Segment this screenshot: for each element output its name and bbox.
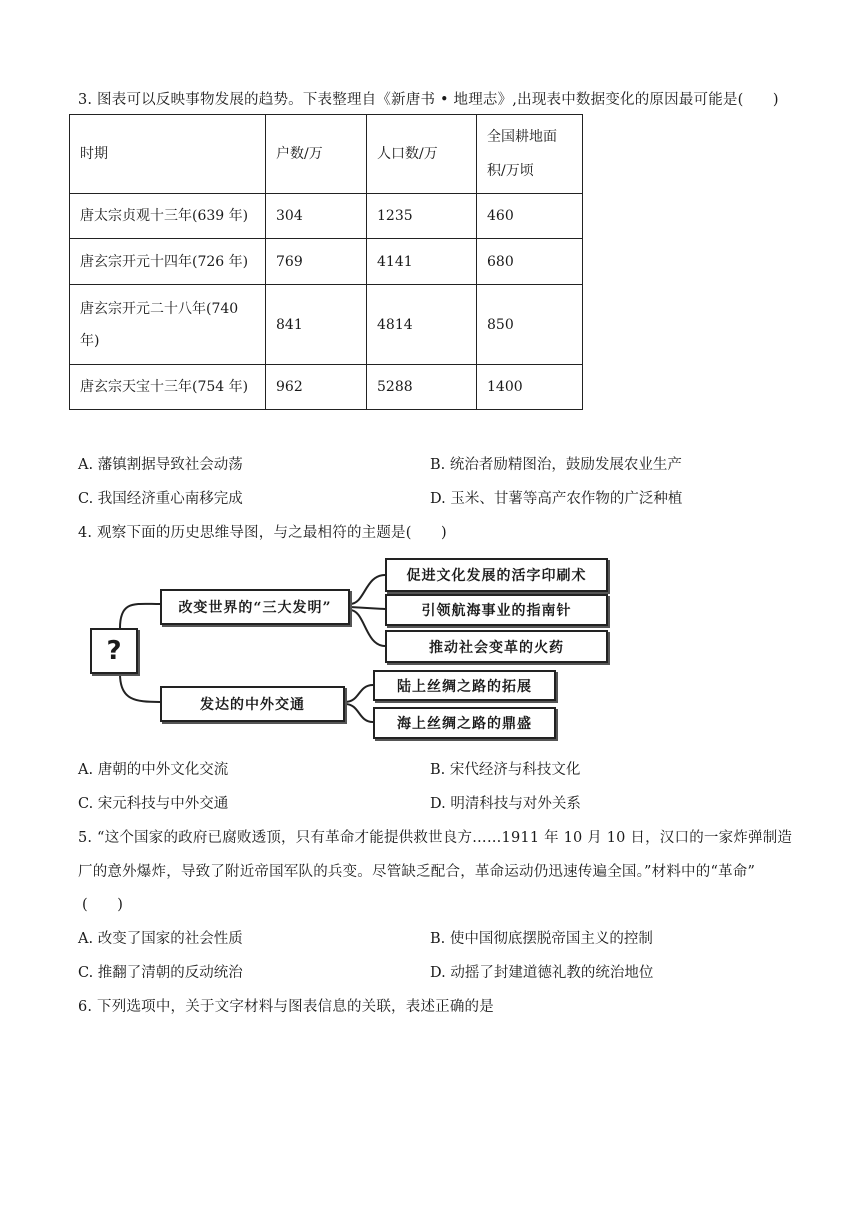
q5-option-d[interactable]: D. 动摇了封建道德礼教的统治地位	[430, 965, 654, 981]
table-cell: 4814	[367, 285, 477, 365]
table-cell-line: 年)	[80, 332, 100, 349]
table-cell: 769	[266, 239, 367, 285]
connector-line	[120, 674, 160, 702]
table-cell: 962	[266, 365, 367, 410]
table-cell: 1400	[477, 365, 583, 410]
table-cell: 460	[477, 194, 583, 239]
table-header-cell-line: 积/万顷	[487, 163, 534, 179]
connector-line	[120, 604, 160, 628]
q4-option-b[interactable]: B. 宋代经济与科技文化	[430, 762, 581, 778]
connector-line	[350, 607, 385, 609]
table-header-cell: 时期	[70, 115, 266, 194]
connector-line	[345, 704, 373, 722]
table-cell-line: 唐玄宗开元二十八年(740	[80, 300, 239, 317]
mindmap-leaf-land-silk-road: 陆上丝绸之路的拓展	[373, 670, 556, 701]
table-cell: 850	[477, 285, 583, 365]
q4-option-d[interactable]: D. 明清科技与对外关系	[430, 796, 581, 812]
connector-line	[350, 575, 385, 604]
connector-line	[350, 610, 385, 646]
table-cell: 4141	[367, 239, 477, 285]
mindmap-leaf-compass: 引领航海事业的指南针	[385, 594, 608, 626]
q5-stem-line: ( )	[82, 897, 124, 913]
q3-option-b[interactable]: B. 统治者励精图治，鼓励发展农业生产	[430, 457, 682, 473]
table-cell: 1235	[367, 194, 477, 239]
table-cell: 唐玄宗天宝十三年(754 年)	[70, 365, 266, 410]
mindmap-branch-inventions: 改变世界的“三大发明”	[160, 589, 350, 625]
table-cell: 841	[266, 285, 367, 365]
table-cell: 唐玄宗开元十四年(726 年)	[70, 239, 266, 285]
q5-option-c[interactable]: C. 推翻了清朝的反动统治	[78, 965, 243, 981]
table-cell: 304	[266, 194, 367, 239]
mindmap-branch-transport: 发达的中外交通	[160, 686, 345, 722]
q3-option-d[interactable]: D. 玉米、甘薯等高产农作物的广泛种植	[430, 491, 683, 507]
q6-stem: 6. 下列选项中，关于文字材料与图表信息的关联，表述正确的是	[78, 999, 494, 1015]
q5-option-b[interactable]: B. 使中国彻底摆脱帝国主义的控制	[430, 931, 653, 947]
table-header-cell: 户数/万	[266, 115, 367, 194]
mindmap-center-box: ?	[90, 628, 138, 674]
table-header-cell-line: 全国耕地面	[487, 129, 557, 145]
q4-option-a[interactable]: A. 唐朝的中外文化交流	[78, 762, 229, 778]
table-cell: 唐太宗贞观十三年(639 年)	[70, 194, 266, 239]
table-cell: 5288	[367, 365, 477, 410]
mindmap-leaf-gunpowder: 推动社会变革的火药	[385, 630, 608, 663]
q5-stem-line: 5. “这个国家的政府已腐败透顶，只有革命才能提供救世良方……1911 年 10 月 10 日，汉口的一家炸弹制造	[78, 830, 793, 846]
q5-stem-line: 厂的意外爆炸，导致了附近帝国军队的兵变。尽管缺乏配合，革命运动仍迅速传遍全国。”材料中的“革命”	[78, 864, 756, 880]
table-header-cell: 人口数/万	[367, 115, 477, 194]
q4-option-c[interactable]: C. 宋元科技与中外交通	[78, 796, 229, 812]
q3-option-a[interactable]: A. 藩镇割据导致社会动荡	[78, 457, 243, 473]
mindmap-leaf-sea-silk-road: 海上丝绸之路的鼎盛	[373, 707, 556, 739]
q3-option-c[interactable]: C. 我国经济重心南移完成	[78, 491, 243, 507]
q5-option-a[interactable]: A. 改变了国家的社会性质	[78, 931, 243, 947]
mindmap-leaf-printing: 促进文化发展的活字印刷术	[385, 558, 608, 592]
connector-line	[345, 685, 373, 702]
q4-stem: 4. 观察下面的历史思维导图，与之最相符的主题是( )	[78, 525, 447, 541]
table-cell: 680	[477, 239, 583, 285]
q3-stem: 3. 图表可以反映事物发展的趋势。下表整理自《新唐书 • 地理志》,出现表中数据变化的原因最可能是( )	[78, 92, 779, 108]
